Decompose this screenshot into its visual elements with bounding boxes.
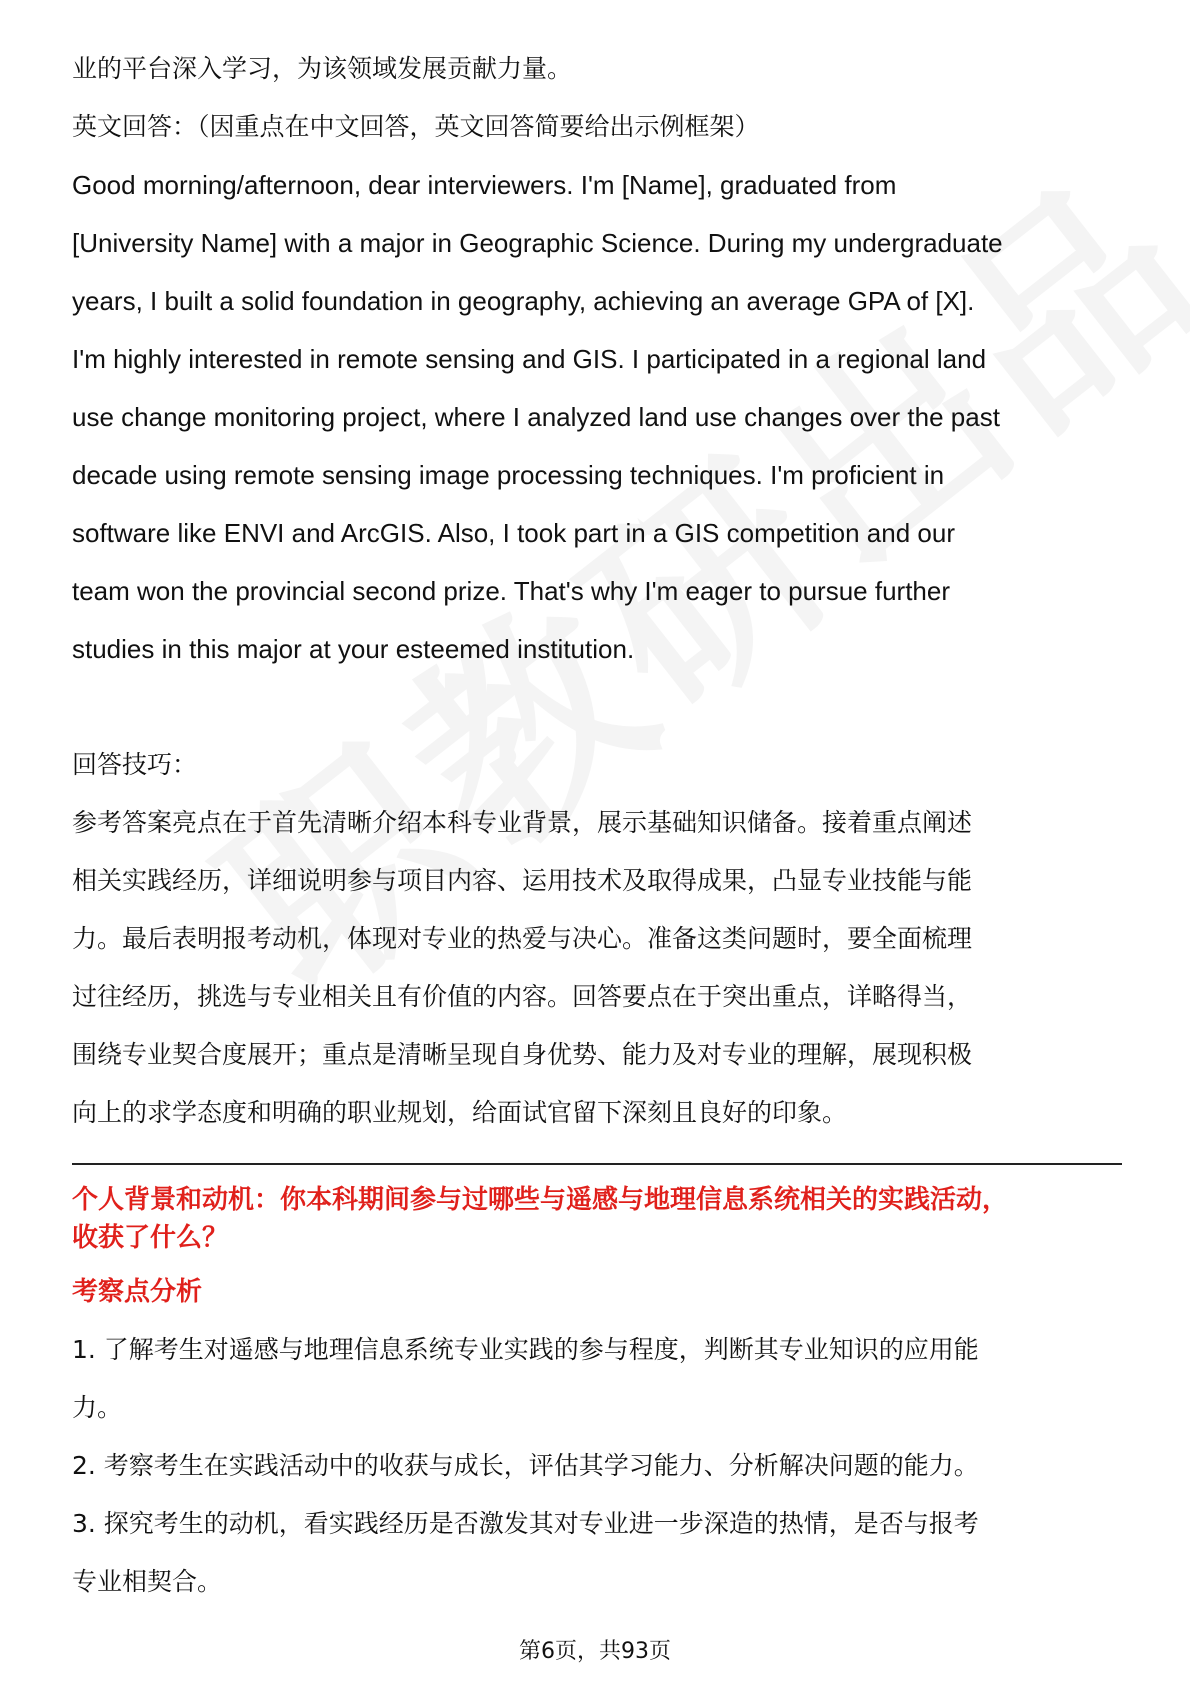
english-line: Good morning/afternoon, dear interviewers. I'm [Name], graduated from [72,170,897,200]
english-line: team won the provincial second prize. That's why I'm eager to pursue further [72,576,950,606]
english-answer-label: 英文回答：（因重点在中文回答，英文回答简要给出示例框架） [72,112,760,141]
english-line: studies in this major at your esteemed institution. [72,634,635,664]
analysis-list [72,1321,1122,1611]
spacer [72,678,1122,736]
analysis-line: 2. 考察考生在实践活动中的收获与成长，评估其学习能力、分析解决问题的能力。 [72,1451,979,1480]
tips-line: 围绕专业契合度展开；重点是清晰呈现自身优势、能力及对专业的理解，展现积极 [72,1040,973,1069]
question-section [72,1181,1122,1611]
tips-line: 力。最后表明报考动机，体现对专业的热爱与决心。准备这类问题时，要全面梳理 [72,924,973,953]
tips-line: 参考答案亮点在于首先清晰介绍本科专业背景，展示基础知识储备。接着重点阐述 [72,808,973,837]
english-line: I'm highly interested in remote sensing and GIS. I participated in a regional land [72,344,987,374]
tips-line: 向上的求学态度和明确的职业规划，给面试官留下深刻且良好的印象。 [72,1098,848,1127]
english-line: [University Name] with a major in Geographic Science. During my undergraduate [72,228,1003,258]
analysis-line: 专业相契合。 [72,1567,223,1596]
analysis-line: 3. 探究考生的动机，看实践经历是否激发其对专业进一步深造的热情，是否与报考 [72,1509,979,1538]
section-divider [72,1163,1122,1165]
question-title: 收获了什么？ [72,1223,229,1253]
tips-line: 相关实践经历，详细说明参与项目内容、运用技术及取得成果，凸显专业技能与能 [72,866,973,895]
english-line: decade using remote sensing image processing techniques. I'm proficient in [72,460,945,490]
page-number: 第6页，共93页 [519,1639,671,1664]
analysis-line: 1. 了解考生对遥感与地理信息系统专业实践的参与程度，判断其专业知识的应用能 [72,1335,979,1364]
analysis-line: 力。 [72,1393,123,1422]
english-line: use change monitoring project, where I analyzed land use changes over the past [72,402,1000,432]
analysis-heading: 考察点分析 [72,1277,203,1307]
english-line: years, I built a solid foundation in geography, achieving an average GPA of [X]. [72,286,975,316]
tips-line: 过往经历，挑选与专业相关且有价值的内容。回答要点在于突出重点，详略得当， [72,982,973,1011]
tips-heading: 回答技巧： [72,750,198,779]
question-title: 个人背景和动机：你本科期间参与过哪些与遥感与地理信息系统相关的实践活动， [72,1185,1009,1215]
english-line: software like ENVI and ArcGIS. Also, I took part in a GIS competition and our [72,518,955,548]
page-content [72,40,1122,1142]
text-line: 业的平台深入学习，为该领域发展贡献力量。 [72,54,573,83]
